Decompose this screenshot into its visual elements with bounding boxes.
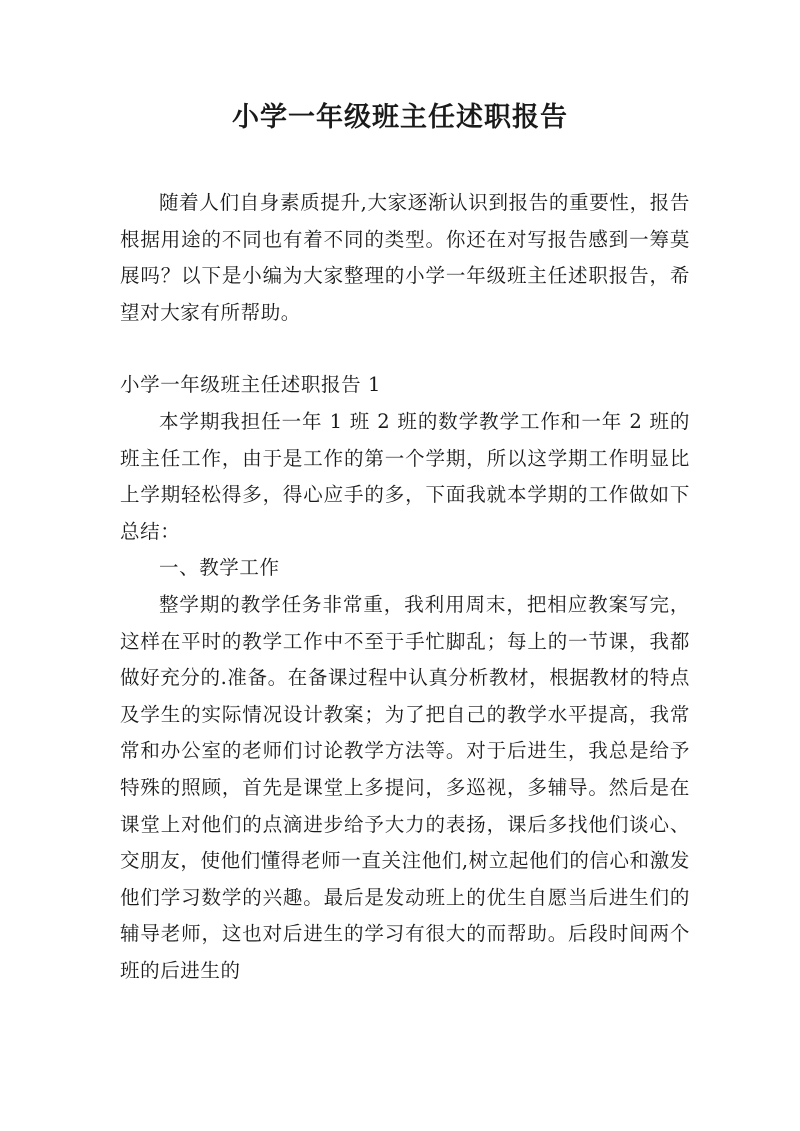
intro-paragraph: 随着人们自身素质提升,大家逐渐认识到报告的重要性，报告根据用途的不同也有着不同的类型。你还在对写报告感到一筹莫展吗？以下是小编为大家整理的小学一年级班主任述职报告，希望对大家有所帮助。 bbox=[120, 191, 690, 324]
body-paragraph-2: 整学期的教学任务非常重，我利用周末，把相应教案写完，这样在平时的教学工作中不至于手忙脚乱；每上的一节课，我都做好充分的.准备。在备课过程中认真分析教材，根据教材的特点及学生的实际情况设计教案；为了把自己的教学水平提高，我常常和办公室的老师们讨论教学方法等。对于后进生，我总是给予特殊的照顾，首先是课堂上多提问，多巡视，多辅导。然后是在课堂上对他们的点滴进步给予大力的表扬，课后多找他们谈心、交朋友，使他们懂得老师一直关注他们,树立起他们的信心和激发他们学习数学的兴趣。最后是发动班上的优生自愿当后进生们的辅导老师，这也对后进生的学习有很大的而帮助。后段时间两个班的后进生的 bbox=[120, 592, 690, 982]
body-paragraph-1: 本学期我担任一年 1 班 2 班的数学教学工作和一年 2 班的班主任工作，由于是工作的第一个学期，所以这学期工作明显比上学期轻松得多，得心应手的多，下面我就本学期的工作做如下总结： bbox=[120, 409, 690, 543]
paragraph-spacer bbox=[120, 331, 690, 367]
subheading-teaching-work: 一、教学工作 bbox=[159, 556, 280, 580]
section-heading: 小学一年级班主任述职报告 1 bbox=[120, 373, 382, 397]
document-title: 小学一年级班主任述职报告 bbox=[232, 102, 568, 133]
document-body bbox=[120, 185, 690, 989]
